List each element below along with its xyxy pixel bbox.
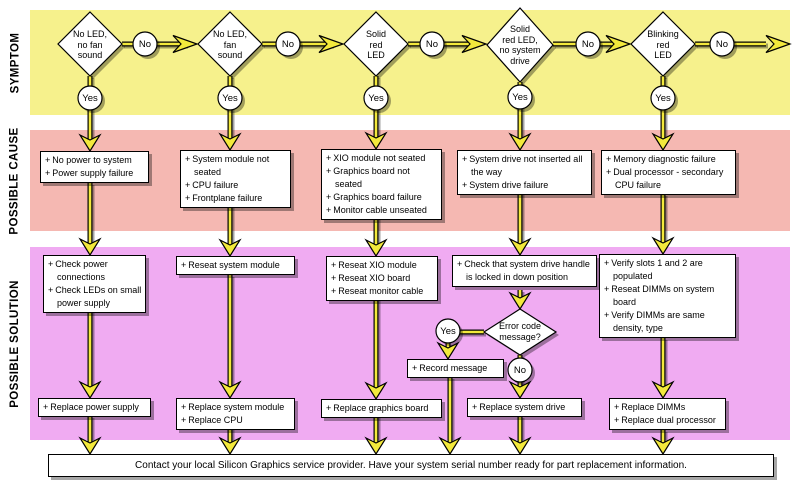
no-circle-2-label: No bbox=[281, 39, 295, 50]
cause-box-1: + No power to system + Power supply failure bbox=[40, 151, 149, 183]
service-provider-banner bbox=[48, 454, 774, 477]
symptom-diamond-5-label: Blinking red LED bbox=[647, 29, 679, 60]
symptom-diamond-1-label: No LED, no fan sound bbox=[72, 29, 107, 60]
no-circle-3-label: No bbox=[425, 39, 439, 50]
replace-box-4: + Replace system drive bbox=[467, 398, 582, 417]
solution-box-5: + Verify slots 1 and 2 are populated + Reseat DIMMs on system board + Verify DIMMs are same density, type bbox=[599, 254, 736, 338]
error-yes-circle-label: Yes bbox=[440, 326, 456, 337]
yes-circle-1-label: Yes bbox=[82, 93, 98, 104]
yes-circle-4-label: Yes bbox=[512, 92, 528, 103]
cause-box-3: + XIO module not seated + Graphics board not seated + Graphics board failure + Monitor cable unseated bbox=[321, 149, 442, 220]
no-circle-1-label: No bbox=[138, 39, 152, 50]
yes-circle-2-label: Yes bbox=[222, 93, 238, 104]
replace-box-3: + Replace graphics board bbox=[321, 399, 442, 418]
replace-box-5: + Replace DIMMs + Replace dual processor bbox=[609, 398, 726, 430]
no-circle-5-label: No bbox=[715, 39, 729, 50]
service-provider-banner-text: Contact your local Silicon Graphics service provider. Have your system serial number ready for part replacement information. bbox=[135, 460, 687, 471]
solution-box-3: + Reseat XIO module + Reseat XIO board + Reseat monitor cable bbox=[326, 256, 438, 301]
replace-box-1: + Replace power supply bbox=[38, 398, 151, 417]
cause-band-label: POSSIBLE CAUSE bbox=[9, 126, 22, 235]
symptom-band-label: SYMPTOM bbox=[9, 32, 22, 93]
error-diamond-label: Error code message? bbox=[498, 321, 542, 342]
yes-circle-3-label: Yes bbox=[368, 93, 384, 104]
symptom-diamond-4-label: Solid red LED, no system drive bbox=[499, 24, 541, 66]
solution-band-label: POSSIBLE SOLUTION bbox=[9, 279, 21, 408]
cause-box-4: + System drive not inserted all the way + System drive failure bbox=[457, 150, 592, 195]
record-message-box: + Record message bbox=[407, 359, 504, 378]
arrow-right-icon bbox=[766, 36, 790, 53]
cause-box-2: + System module not seated + CPU failure + Frontplane failure bbox=[180, 150, 291, 208]
symptom-diamond-3-label: Solid red LED bbox=[365, 29, 386, 60]
yes-circle-5-label: Yes bbox=[655, 93, 671, 104]
solution-box-4: + Check that system drive handle is locked in down position bbox=[452, 255, 597, 287]
solution-box-1: + Check power connections + Check LEDs on small power supply bbox=[43, 255, 146, 313]
error-no-circle-label: No bbox=[513, 365, 527, 376]
replace-box-2: + Replace system module + Replace CPU bbox=[176, 398, 295, 430]
solution-box-2: + Reseat system module bbox=[176, 256, 295, 275]
cause-box-5: + Memory diagnostic failure + Dual processor - secondary CPU failure bbox=[601, 150, 736, 195]
no-circle-4-label: No bbox=[581, 39, 595, 50]
symptom-diamond-2-label: No LED, fan sound bbox=[212, 29, 247, 60]
